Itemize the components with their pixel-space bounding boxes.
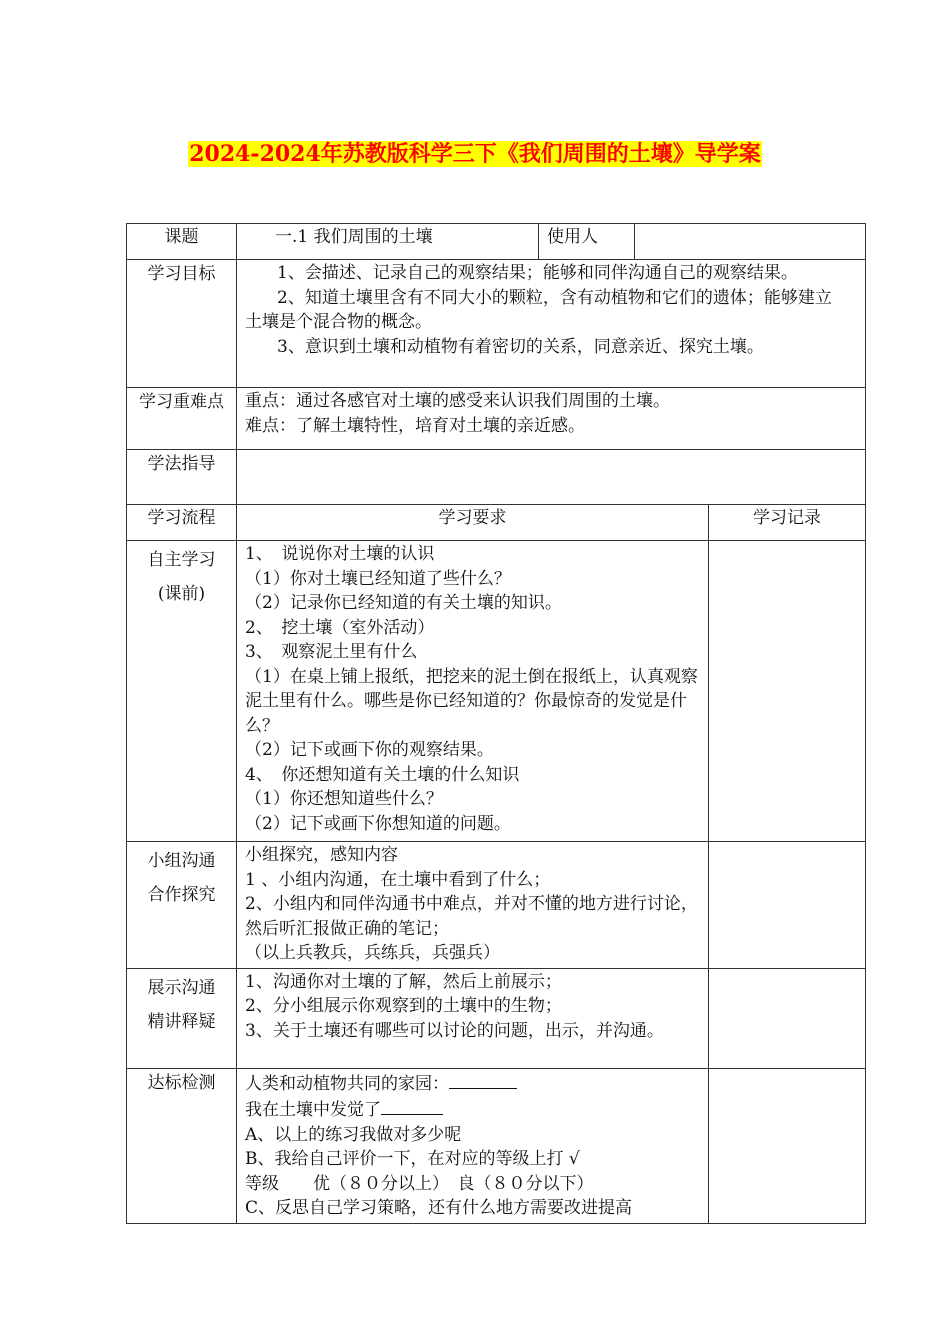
- document-title-text: 2024-2024年苏教版科学三下《我们周围的土壤》导学案: [189, 141, 761, 167]
- section-line: 1 、小组内沟通，在土壤中看到了什么；: [245, 869, 551, 890]
- method-label: 学法指导: [127, 450, 237, 505]
- key-points-content: [237, 388, 866, 450]
- section-label-line: (课前): [157, 584, 206, 604]
- test-record: [709, 1068, 866, 1223]
- flow-header-col2: 学习要求: [237, 505, 709, 541]
- section-label-line: 展示沟通: [147, 977, 216, 998]
- goal-line: 1、会描述、记录自己的观察结果；能够和同伴沟通自己的观察结果。: [277, 263, 798, 283]
- key-points-label: 学习重难点: [127, 388, 237, 450]
- section-line: 4、 你还想知道有关土壤的什么知识: [245, 764, 520, 785]
- test-label: 达标检测: [127, 1068, 237, 1223]
- test-line: C、反思自己学习策略，还有什么地方需要改进提高: [245, 1198, 633, 1218]
- section-record: [709, 842, 866, 969]
- test-content: [237, 1068, 709, 1223]
- topic-row: [127, 224, 866, 260]
- test-line: A、以上的练习我做对多少呢: [245, 1124, 462, 1145]
- section-line: 2、 挖土壤（室外活动）: [245, 617, 435, 638]
- key-points-row: [127, 388, 866, 450]
- section-line: （以上兵教兵，兵练兵，兵强兵）: [245, 943, 500, 963]
- topic-value: 一.1 我们周围的土壤: [237, 224, 539, 260]
- goal-line: 3、意识到土壤和动植物有着密切的关系，同意亲近、探究土壤。: [277, 336, 764, 357]
- section-group-study: [127, 842, 866, 969]
- goals-label: 学习目标: [127, 260, 237, 388]
- section-line: 2、分小组展示你观察到的土壤中的生物；: [245, 996, 562, 1016]
- section-line: （1）你对土壤已经知道了些什么？: [245, 568, 511, 589]
- test-row: [127, 1068, 866, 1223]
- section-label-line: 自主学习: [147, 550, 216, 570]
- section-line: （2）记录你已经知道的有关土壤的知识。: [245, 593, 562, 613]
- section-line: 小组探究，感知内容: [245, 845, 398, 865]
- user-value: [635, 224, 866, 260]
- goal-line: 2、知道土壤里含有不同大小的颗粒，含有动植物和它们的遗体；能够建立土壤是个混合物的概念。: [245, 287, 832, 332]
- section-record: [709, 541, 866, 842]
- section-line: （2）记下或画下你的观察结果。: [245, 740, 494, 760]
- section-label-line: 小组沟通: [147, 851, 216, 871]
- section-label-line: 合作探究: [147, 885, 216, 905]
- flow-header-col1: 学习流程: [127, 505, 237, 541]
- test-line: B、我给自己评价一下，在对应的等级上打 √: [245, 1149, 580, 1169]
- study-plan-table: [126, 223, 866, 1224]
- section-line: 3、 观察泥土里有什么: [245, 642, 418, 662]
- section-record: [709, 968, 866, 1068]
- section-content: [237, 541, 709, 842]
- section-presentation: [127, 968, 866, 1068]
- section-line: （1）在桌上铺上报纸，把挖来的泥土倒在报纸上，认真观察泥土里有什么。哪些是你已经知道的？你最惊奇的发觉是什么？: [245, 666, 698, 736]
- goals-row: [127, 260, 866, 388]
- section-content: [237, 842, 709, 969]
- key-point-line: 重点：通过各感官对土壤的感受来认识我们周围的土壤。: [245, 391, 670, 411]
- section-line: 1、 说说你对土壤的认识: [245, 544, 435, 564]
- document-title: [0, 137, 950, 168]
- test-line: 我在土壤中发觉了: [245, 1096, 708, 1123]
- section-label: [127, 842, 237, 969]
- goals-content: [237, 260, 866, 388]
- key-point-line: 难点：了解土壤特性，培育对土壤的亲近感。: [245, 415, 585, 436]
- section-line: 2、小组内和同伴沟通书中难点，并对不懂的地方进行讨论，然后听汇报做正确的笔记；: [245, 894, 698, 939]
- user-label: 使用人: [539, 224, 635, 260]
- answer-blank: [381, 1096, 443, 1115]
- test-line: 等级 优（８０分以上） 良（８０分以下）: [245, 1173, 594, 1194]
- topic-label: 课题: [127, 224, 237, 260]
- section-line: 1、沟通你对土壤的了解，然后上前展示；: [245, 971, 562, 992]
- section-line: （2）记下或画下你想知道的问题。: [245, 813, 511, 834]
- method-row: [127, 450, 866, 505]
- flow-header-col3: 学习记录: [709, 505, 866, 541]
- test-line: 人类和动植物共同的家园：: [245, 1070, 708, 1097]
- section-self-study: [127, 541, 866, 842]
- method-value: [237, 450, 866, 505]
- section-content: [237, 968, 709, 1068]
- section-label: [127, 541, 237, 842]
- section-line: 3、关于土壤还有哪些可以讨论的问题，出示，并沟通。: [245, 1020, 664, 1041]
- answer-blank: [449, 1070, 517, 1089]
- section-label: [127, 968, 237, 1068]
- section-line: （1）你还想知道些什么？: [245, 789, 443, 809]
- flow-header-row: [127, 505, 866, 541]
- section-label-line: 精讲释疑: [147, 1011, 216, 1032]
